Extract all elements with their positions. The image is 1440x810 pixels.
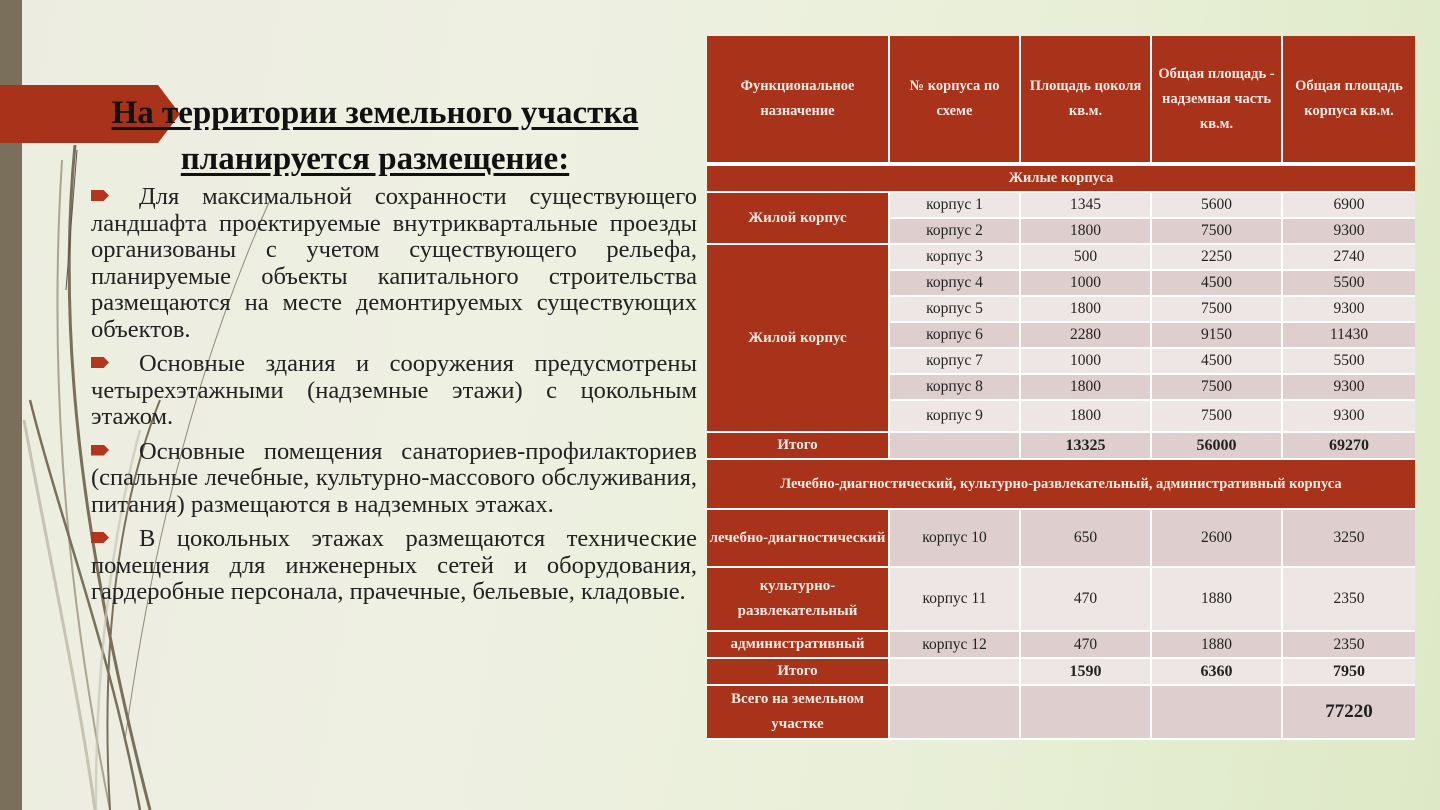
bullet-arrow-icon <box>91 357 109 368</box>
section-title: Лечебно-диагностический, культурно-развлекательный, административный корпуса <box>707 460 1415 510</box>
cell-above: 1880 <box>1152 632 1283 659</box>
cell-total: 9300 <box>1283 219 1415 245</box>
cell-basement: 1800 <box>1021 219 1152 245</box>
subtotal-basement: 13325 <box>1021 433 1152 460</box>
cell-basement: 2280 <box>1021 323 1152 349</box>
table-header-row <box>707 36 1415 166</box>
grand-total-row <box>707 686 1415 740</box>
table-row <box>707 193 1415 219</box>
cell-total: 2350 <box>1283 632 1415 659</box>
bullet-text: Основные помещения санаториев-профилакториев (спальные лечебные, культурно-массового обслуживания, питания) размещаются в надземных этажах. <box>91 437 697 518</box>
slide-title-line1: На территории земельного участка <box>111 95 639 131</box>
bullet-item <box>91 184 697 343</box>
header-building-number: № корпуса по схеме <box>890 36 1021 166</box>
bullet-text: Основные здания и сооружения предусмотрены четырехэтажными (надземные этажи) с цокольным этажом. <box>91 350 697 430</box>
cell-above: 5600 <box>1152 193 1283 219</box>
header-function: Функциональное назначение <box>707 36 890 166</box>
cell-building: корпус 11 <box>890 568 1021 632</box>
cell-total: 9300 <box>1283 401 1415 433</box>
cell-above: 9150 <box>1152 323 1283 349</box>
cell-building: корпус 6 <box>890 323 1021 349</box>
grand-total-label: Всего на земельном участке <box>707 686 890 740</box>
cell-total: 2350 <box>1283 568 1415 632</box>
empty-cell <box>1152 686 1283 740</box>
bullet-list <box>91 184 697 614</box>
group-label: Жилой корпус <box>707 193 890 245</box>
cell-above: 4500 <box>1152 349 1283 375</box>
bullet-item <box>91 351 697 431</box>
cell-basement: 1800 <box>1021 297 1152 323</box>
cell-above: 4500 <box>1152 271 1283 297</box>
cell-total: 6900 <box>1283 193 1415 219</box>
cell-building: корпус 4 <box>890 271 1021 297</box>
table-row <box>707 568 1415 632</box>
cell-building: корпус 2 <box>890 219 1021 245</box>
cell-function: культурно-развлекательный <box>707 568 890 632</box>
cell-total: 5500 <box>1283 349 1415 375</box>
cell-above: 2600 <box>1152 510 1283 568</box>
bullet-item <box>91 439 697 519</box>
subtotal-above: 6360 <box>1152 659 1283 686</box>
cell-total: 9300 <box>1283 297 1415 323</box>
cell-above: 7500 <box>1152 375 1283 401</box>
header-total-area: Общая площадь корпуса кв.м. <box>1283 36 1415 166</box>
empty-cell <box>890 659 1021 686</box>
cell-building: корпус 1 <box>890 193 1021 219</box>
cell-above: 2250 <box>1152 245 1283 271</box>
subtotal-above: 56000 <box>1152 433 1283 460</box>
cell-building: корпус 5 <box>890 297 1021 323</box>
bullet-text: Для максимальной сохранности существующего ландшафта проектируемые внутриквартальные проезды организованы с учетом существующего рельефа, планируемые объекты капитального строительства размещаются на месте демонтируемых существующих объектов. <box>91 183 697 343</box>
cell-basement: 1800 <box>1021 375 1152 401</box>
cell-above: 1880 <box>1152 568 1283 632</box>
cell-above: 7500 <box>1152 297 1283 323</box>
area-table <box>707 36 1415 740</box>
table-row <box>707 510 1415 568</box>
cell-basement: 650 <box>1021 510 1152 568</box>
section-row-other <box>707 460 1415 510</box>
cell-function: административный <box>707 632 890 659</box>
subtotal-label: Итого <box>707 433 890 460</box>
cell-total: 11430 <box>1283 323 1415 349</box>
subtotal-basement: 1590 <box>1021 659 1152 686</box>
bullet-item <box>91 526 697 606</box>
empty-cell <box>890 433 1021 460</box>
section-title: Жилые корпуса <box>707 166 1415 193</box>
header-basement-area: Площадь цоколя кв.м. <box>1021 36 1152 166</box>
subtotal-total: 69270 <box>1283 433 1415 460</box>
table-row <box>707 245 1415 271</box>
bullet-arrow-icon <box>91 190 109 201</box>
subtotal-row-other <box>707 659 1415 686</box>
cell-building: корпус 12 <box>890 632 1021 659</box>
cell-building: корпус 7 <box>890 349 1021 375</box>
cell-function: лечебно-диагностический <box>707 510 890 568</box>
cell-building: корпус 10 <box>890 510 1021 568</box>
slide-title <box>80 90 670 182</box>
cell-building: корпус 9 <box>890 401 1021 433</box>
grand-total-value: 77220 <box>1283 686 1415 740</box>
header-above-ground-area: Общая площадь - надземная часть кв.м. <box>1152 36 1283 166</box>
cell-basement: 1000 <box>1021 271 1152 297</box>
slide-title-line2: планируется размещение: <box>180 141 570 177</box>
cell-basement: 470 <box>1021 568 1152 632</box>
area-table-container <box>707 36 1415 740</box>
bullet-text: В цокольных этажах размещаются технические помещения для инженерных сетей и оборудования, гардеробные персонала, прачечные, бельевые, кладовые. <box>91 525 697 605</box>
subtotal-label: Итого <box>707 659 890 686</box>
cell-building: корпус 3 <box>890 245 1021 271</box>
cell-basement: 470 <box>1021 632 1152 659</box>
cell-basement: 1000 <box>1021 349 1152 375</box>
subtotal-total: 7950 <box>1283 659 1415 686</box>
empty-cell <box>1021 686 1152 740</box>
cell-above: 7500 <box>1152 401 1283 433</box>
group-label: Жилой корпус <box>707 245 890 433</box>
cell-basement: 500 <box>1021 245 1152 271</box>
cell-total: 2740 <box>1283 245 1415 271</box>
subtotal-row-residential <box>707 433 1415 460</box>
bullet-arrow-icon <box>91 532 109 543</box>
cell-total: 3250 <box>1283 510 1415 568</box>
cell-above: 7500 <box>1152 219 1283 245</box>
bullet-arrow-icon <box>91 445 109 456</box>
cell-building: корпус 8 <box>890 375 1021 401</box>
cell-basement: 1345 <box>1021 193 1152 219</box>
table-row <box>707 632 1415 659</box>
cell-total: 5500 <box>1283 271 1415 297</box>
section-row-residential <box>707 166 1415 193</box>
cell-basement: 1800 <box>1021 401 1152 433</box>
empty-cell <box>890 686 1021 740</box>
cell-total: 9300 <box>1283 375 1415 401</box>
